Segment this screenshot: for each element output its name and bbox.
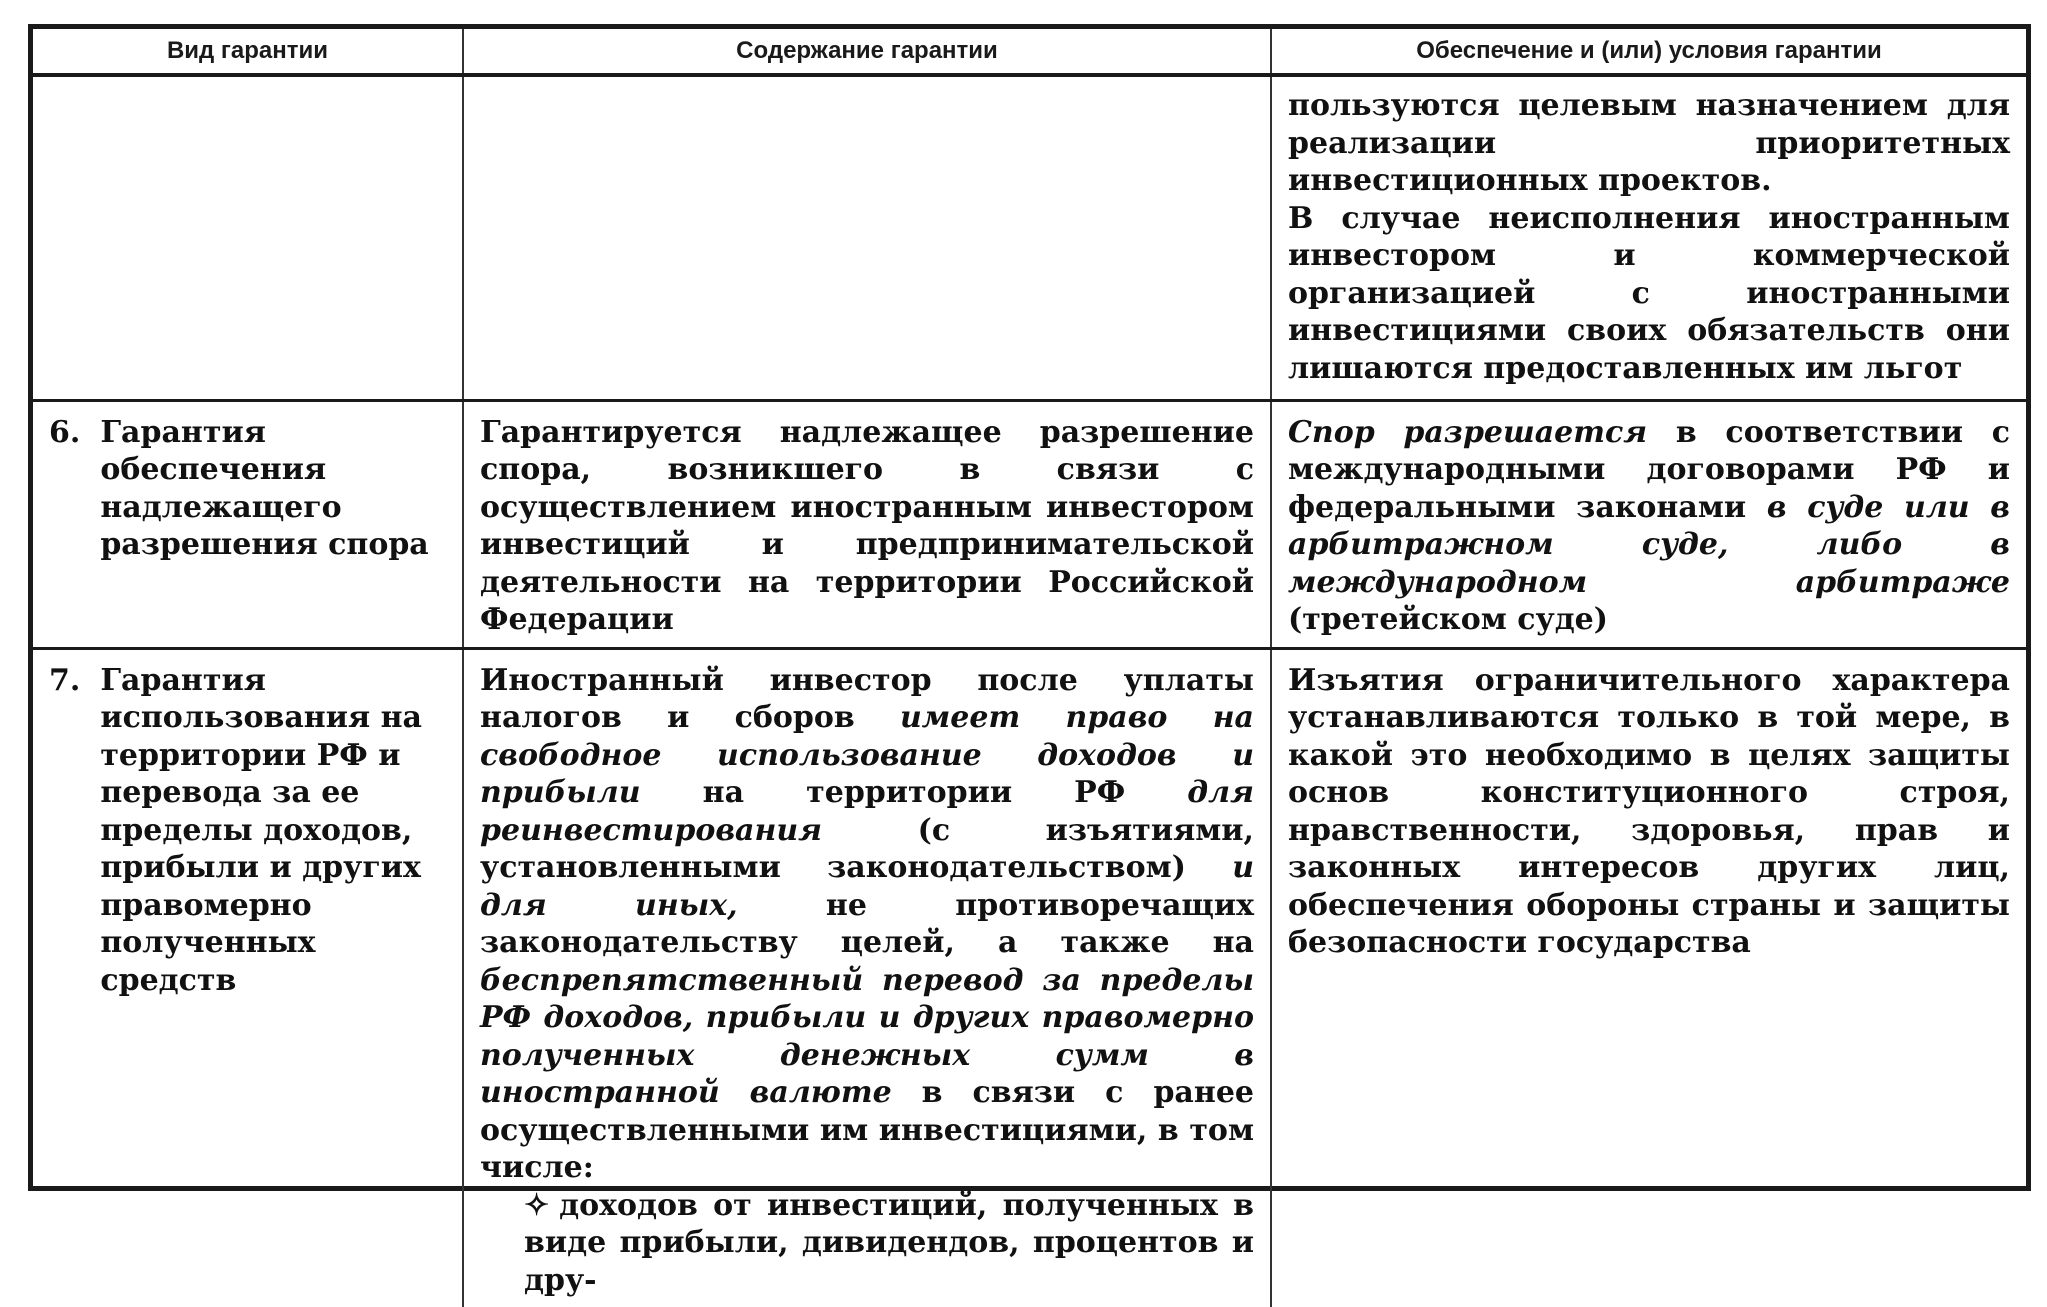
row7-content-cell (463, 648, 1271, 1307)
row7-number: 7. (49, 662, 81, 698)
row7-bullet-text: доходов от инвестиций, полученных в виде прибыли, дивидендов, процентов и дру- (524, 1187, 1254, 1298)
cont-conditions-para-1: пользуются целевым назначением для реализации приоритетных инвестиционных проектов. (1288, 88, 2010, 198)
row6-cond-text-2: (третейском суде) (1288, 602, 1608, 637)
row6-cond-text-1: в соответствии с международными договорами РФ и федеральными законами (1288, 414, 2010, 525)
row7-name: Гарантия использования на территории РФ и перевода за ее пределы доходов, прибыли и других правомерно полученных средств (100, 662, 422, 998)
row6-number: 6. (49, 414, 81, 450)
row6-cond-italic-2: в суде или в арбитражном суде, либо в международном арбитраже (1288, 489, 2010, 600)
row6-cond-italic-1: Спор разрешается (1288, 414, 1648, 450)
row7-content-italic-1: имеет право на свободное использование доходов и прибыли (480, 700, 1254, 810)
row7-content-text-1: Иностранный инвестор после уплаты налогов и сборов (480, 662, 1254, 735)
guarantees-table (33, 29, 2026, 1307)
table-row-7 (33, 648, 2026, 1307)
cont-conditions-para-2: В случае неисполнения иностранным инвестором и коммерческой организацией с иностранными инвестициями своих обязательств они лишаются предоставленных им льгот (1288, 200, 2010, 386)
row7-content-italic-2: для реинвестирования (480, 775, 1254, 848)
cont-type-cell (33, 75, 463, 400)
row7-content-italic-4: беспрепятственный перевод за пределы РФ доходов, прибыли и других правомерно полученных денежных сумм в иностранной валюте (480, 962, 1254, 1110)
table-row-continued (33, 75, 2026, 400)
header-row (33, 29, 2026, 75)
table-row-6 (33, 400, 2026, 648)
row6-content-cell (463, 400, 1271, 648)
row6-type-cell (33, 400, 463, 648)
row7-type-cell (33, 648, 463, 1307)
row7-content-text-4: не противоречащих законодательству целей, а также на (480, 887, 1254, 960)
guarantees-table-frame (28, 24, 2031, 1298)
diamond-outline-icon: ✧ (524, 1187, 550, 1223)
row7-content-text-5: в связи с ранее осуществленными им инвестициями, в том числе: (480, 1075, 1254, 1185)
header-guarantee-type: Вид гарантии (33, 29, 463, 75)
row7-conditions: Изъятия ограничительного характера устанавливаются только в той мере, в какой это необходимо в целях защиты основ конституционного строя, нравственности, здоровья, прав и законных интересов других лиц, обеспечения обороны страны и защиты безопасности государства (1288, 662, 2010, 960)
row7-content-text-3: (с изъятиями, установленными законодательством) (480, 812, 1254, 885)
row6-content: Гарантируется надлежащее разрешение спора, возникшего в связи с осуществлением иностранным инвестором инвестиций и предпринимательской деятельности на территории Российской Федерации (480, 414, 1254, 637)
row7-content-italic-3: и для иных, (480, 850, 1254, 923)
row6-conditions-cell (1271, 400, 2026, 648)
cont-conditions-cell (1271, 75, 2026, 400)
header-guarantee-conditions: Обеспечение и (или) условия гарантии (1271, 29, 2026, 75)
row6-name: Гарантия обеспечения надлежащего разрешения спора (100, 414, 429, 562)
header-guarantee-content: Содержание гарантии (463, 29, 1271, 75)
cont-content-cell (463, 75, 1271, 400)
row7-conditions-cell (1271, 648, 2026, 1307)
row7-bullet-item (480, 1187, 1254, 1300)
row7-content-text-2: на территории РФ (640, 775, 1188, 810)
